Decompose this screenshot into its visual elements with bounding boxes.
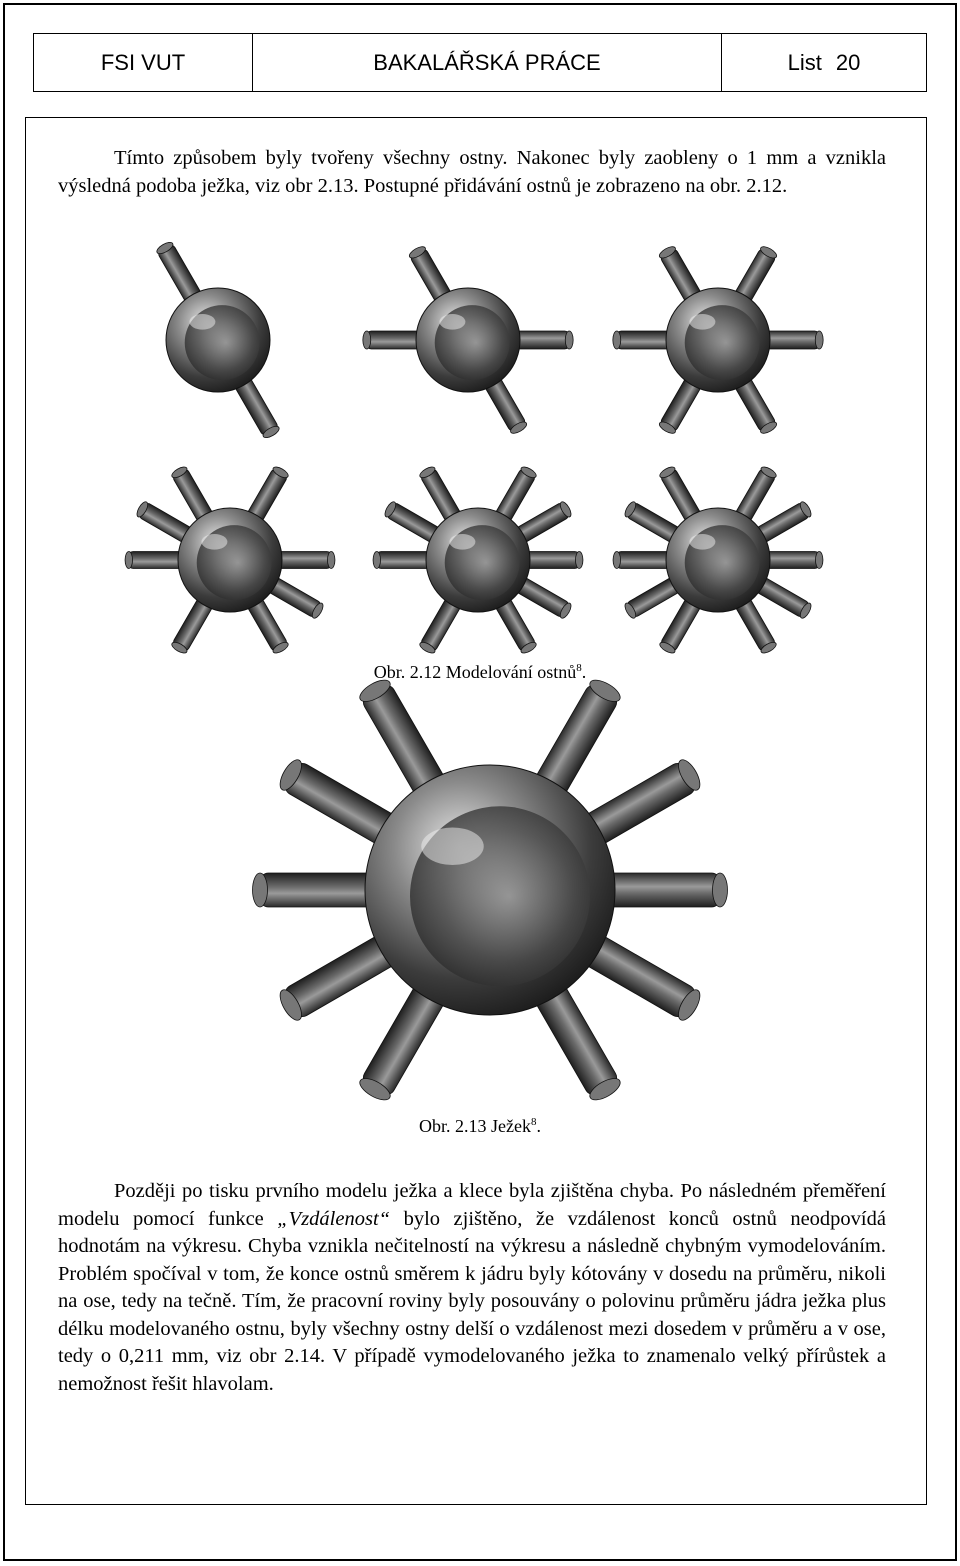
caption-2-12-ref: 8 (576, 662, 582, 674)
final-hedgehog (253, 676, 728, 1104)
page-label: List (787, 49, 822, 75)
page-number: 20 (835, 49, 861, 75)
caption-2-13-text: Obr. 2.13 Ježek (419, 1116, 531, 1136)
caption-2-13-suffix: . (536, 1116, 541, 1136)
doc-type-text: BAKALÁŘSKÁ PRÁCE (373, 49, 601, 75)
paragraph-2-before: Později po tisku prvního modelu ježka a klece byla zjištěna chyba. Po následném přeměření modelu pomocí funkce (58, 1180, 886, 1230)
caption-2-13 (0, 1116, 960, 1137)
paragraph-1-text: Tímto způsobem byly tvořeny všechny ostny. Nakonec byly zaobleny o 1 mm a vznikla výsledná podoba ježka, viz obr 2.13. Postupné přidávání ostnů je zobrazeno na obr. 2.12. (58, 147, 886, 197)
caption-2-12-suffix: . (581, 662, 587, 682)
paragraph-2-italic: „Vzdálenost“ (277, 1207, 391, 1230)
paragraph-2-after: bylo zjištěno, že vzdálenost konců ostnů neodpovídá hodnotám na výkresu. Chyba vznikla nečitelností na výkresu a následně chybným vymodelováním. Problém spočíval v tom, že konce ostnů směrem k jádru byly kótovány v dosedu na průměru, nikoli na ose, tedy na tečně. Tím, že pracovní roviny byly posouvány o polovinu průměru jádra ježka plus délku modelovaného ostnu, byly všechny ostny delší o vzdálenost mezi dosedem v průměru a v ose, tedy o 0,211 mm, viz obr 2.14. V případě vymodelovaného ježka to znamenalo velký přírůstek a nemožnost řešit hlavolam. (58, 1207, 886, 1395)
paragraph-2 (58, 1178, 886, 1398)
caption-2-12-text: Obr. 2.12 Modelování ostnů (373, 662, 577, 682)
institution-text: FSI VUT (100, 49, 186, 75)
caption-2-13-ref: 8 (530, 1116, 537, 1128)
